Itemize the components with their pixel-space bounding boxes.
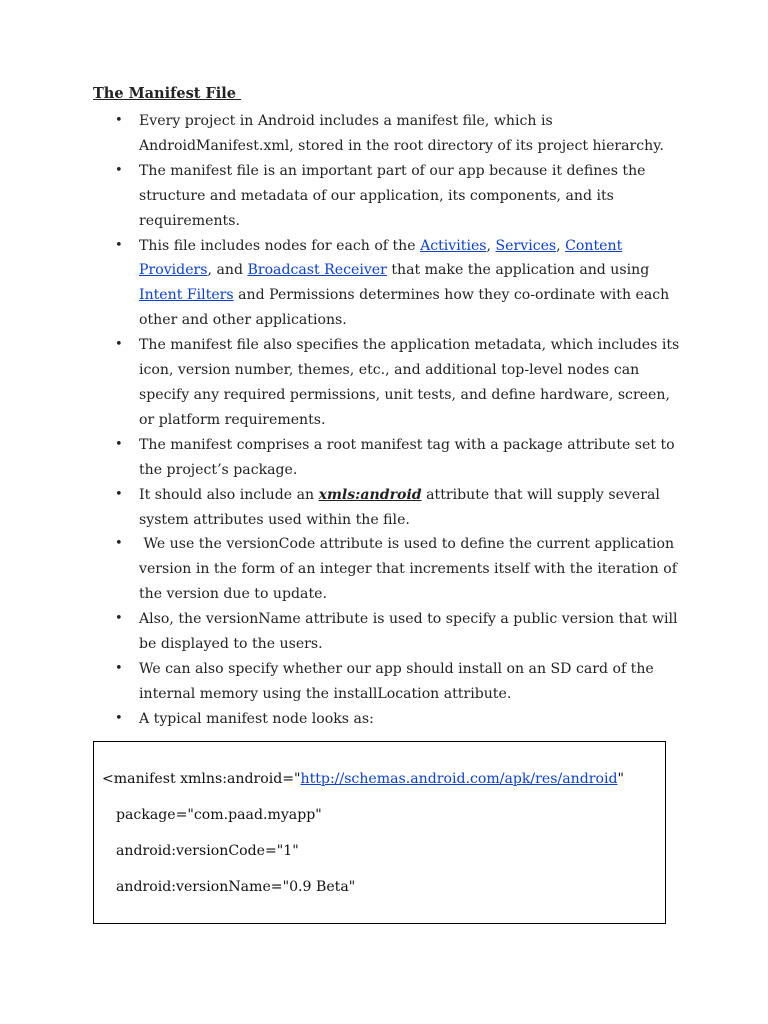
- bullet-icon: •: [115, 237, 123, 253]
- code-sample-box: [93, 741, 666, 924]
- list-item: [93, 433, 683, 483]
- code-line-1: [102, 771, 624, 787]
- bullet-icon: •: [115, 536, 123, 552]
- list-item: [93, 483, 683, 533]
- bullet-icon: •: [115, 162, 123, 178]
- list-item: [93, 234, 683, 334]
- bullet-icon: •: [115, 611, 123, 627]
- bullet-icon: •: [115, 660, 123, 676]
- bullet-text: ,: [556, 237, 566, 254]
- code-line-4: android:versionName="0.9 Beta": [116, 879, 356, 895]
- code-text: ": [617, 771, 624, 787]
- bullet-text: The manifest file also specifies the application metadata, which includes its icon, version number, themes, etc., and additional top-level nodes can specify any required permissions, unit tests, and define hardware, screen, or platform requirements.: [139, 337, 680, 428]
- bullet-text: attribute that will supply several system attributes used within the file.: [139, 486, 660, 528]
- bullet-text: The manifest file is an important part of our app because it defines the structure and metadata of our application, its components, and its requirements.: [139, 162, 646, 229]
- bullet-text: A typical manifest node looks as:: [139, 710, 374, 727]
- bullet-icon: •: [115, 113, 123, 128]
- bullet-text: Every project in Android includes a manifest file, which is AndroidManifest.xml, stored in the root directory of its project hierarchy.: [139, 113, 664, 154]
- link-activities[interactable]: Activities: [420, 237, 487, 254]
- bullet-text: ,: [486, 237, 496, 254]
- bullet-icon: •: [115, 436, 123, 452]
- code-line-3: android:versionCode="1": [116, 843, 299, 859]
- list-item: [93, 109, 683, 159]
- list-item: [93, 707, 683, 732]
- list-item: [93, 159, 683, 234]
- bullet-text: that make the application and using: [386, 262, 650, 279]
- bullet-list: [93, 109, 683, 732]
- bullet-icon: •: [115, 486, 123, 502]
- link-services[interactable]: Services: [495, 237, 557, 254]
- code-text: <manifest xmlns:android=": [102, 771, 301, 787]
- link-intent-filters[interactable]: Intent Filters: [139, 287, 234, 304]
- list-item: [93, 657, 683, 707]
- bullet-icon: •: [115, 337, 123, 353]
- bullet-text: Also, the versionName attribute is used to specify a public version that will be displayed to the users.: [139, 611, 678, 653]
- list-item: [93, 333, 683, 433]
- bullet-text: , and: [207, 262, 248, 279]
- bullet-text: We can also specify whether our app should install on an SD card of the internal memory using the installLocation attribute.: [139, 660, 654, 702]
- list-item: [93, 532, 683, 607]
- list-item: [93, 607, 683, 657]
- schema-url-link[interactable]: http://schemas.android.com/apk/res/android: [300, 771, 618, 787]
- page-title: The Manifest File: [93, 85, 242, 102]
- bullet-text: The manifest comprises a root manifest tag with a package attribute set to the project’s package.: [139, 436, 675, 478]
- code-line-2: package="com.paad.myapp": [116, 807, 322, 823]
- bullet-text: We use the versionCode attribute is used to define the current application version in the form of an integer that increments itself with the iteration of the version due to update.: [139, 536, 682, 603]
- bullet-icon: •: [115, 710, 123, 726]
- link-broadcast-receiver[interactable]: Broadcast Receiver: [247, 262, 387, 279]
- bullet-text: It should also include an: [139, 486, 319, 503]
- link-content-providers[interactable]: Content Providers: [139, 237, 623, 279]
- bullet-text: This file includes nodes for each of the: [139, 237, 421, 254]
- xmls-android-emphasis: xmls:android: [318, 486, 422, 503]
- bullet-text: and Permissions determines how they co-ordinate with each other and other applications.: [139, 287, 670, 329]
